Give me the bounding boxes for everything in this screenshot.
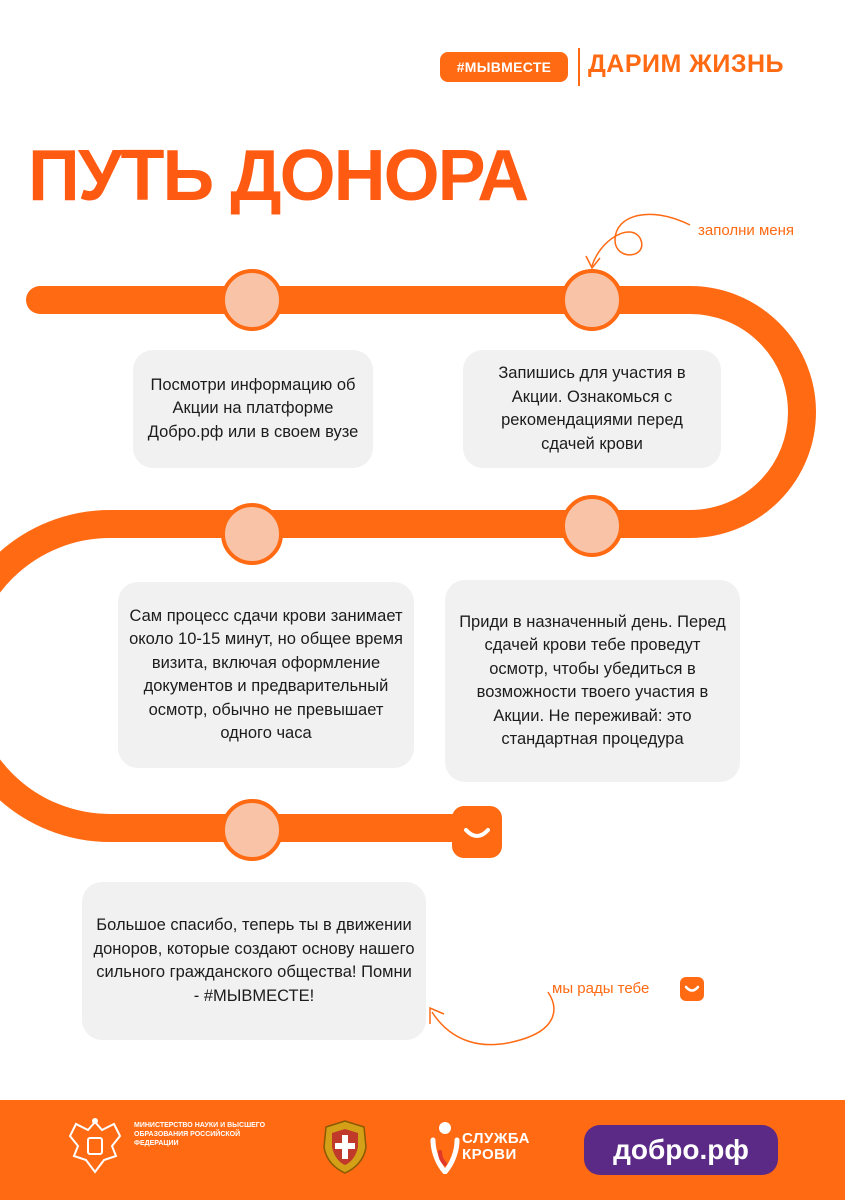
glad-arrow [432,992,554,1045]
step-card-1 [133,350,373,468]
step-text-2: Запишись для участия в Акции. Ознакомься с рекомендациями перед сдачей крови [498,364,686,453]
step-text-5: Большое спасибо, теперь ты в движении доноров, которые создают основу нашего сильного гражданского общества! Помни - #МЫВМЕСТЕ! [93,916,415,1005]
blood-service-label [462,1131,530,1163]
hashtag-badge: #МЫВМЕСТЕ [440,52,568,82]
glad-note: мы рады тебе [552,980,650,997]
step-marker-2 [563,271,621,329]
step-card-5 [82,882,426,1040]
blood-service-line2: КРОВИ [462,1146,517,1163]
step-marker-1 [223,271,281,329]
smile-end-icon [452,806,502,858]
dobro-logo [584,1125,778,1175]
ministry-emblem-icon [66,1116,124,1176]
glad-arrowhead [430,1008,444,1024]
step-marker-3 [563,497,621,555]
page-title: ПУТЬ ДОНОРА [28,136,528,216]
fill-me-arrow [592,214,690,266]
health-emblem-icon [318,1117,372,1177]
blood-service-icon [428,1118,462,1174]
step-text-1: Посмотри информацию об Акции на платформе Добро.рф или в своем вузе [147,375,359,441]
step-marker-5 [223,801,281,859]
step-text-3: Приди в назначенный день. Перед сдачей крови тебе проведут осмотр, чтобы убедиться в возможности твоего участия в Акции. Не переживай: это стандартная процедура [459,612,726,748]
step-text-4: Сам процесс сдачи крови занимает около 10-15 минут, но общее время визита, включая оформление документов и предварительный осмотр, обычно не превышает одного часа [129,606,403,742]
step-card-4 [118,582,414,768]
campaign-title: ДАРИМ ЖИЗНЬ [588,50,785,78]
dobro-logo-text: добро.рф [613,1134,749,1165]
step-marker-4 [223,505,281,563]
step-card-2 [463,350,721,468]
blood-service-line1: СЛУЖБА [462,1130,530,1147]
step-card-3 [445,580,740,782]
ministry-label: МИНИСТЕРСТВО НАУКИ И ВЫСШЕГО ОБРАЗОВАНИЯ РОССИЙСКОЙ ФЕДЕРАЦИИ [134,1122,266,1147]
fill-me-note: заполни меня [698,222,794,239]
smile-badge-icon [680,977,704,1001]
